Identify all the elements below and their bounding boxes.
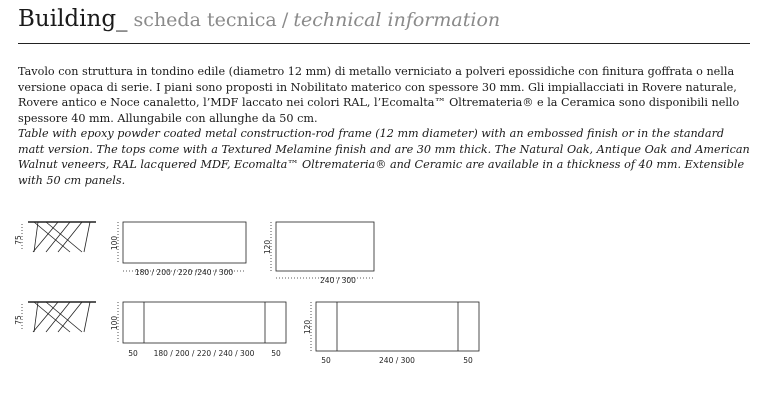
rect-length-label: 180 / 200 / 220 /240 / 300 xyxy=(134,268,234,277)
top-view-rect-extended xyxy=(123,302,286,343)
height-label-1: 75 xyxy=(14,235,23,245)
side-view-frame-1 xyxy=(22,222,96,252)
top-view-square-fixed xyxy=(276,222,374,271)
side-view-frame-2 xyxy=(22,302,96,332)
height-label-2: 75 xyxy=(14,315,23,325)
rect-ext-depth-label: 100 xyxy=(110,315,119,331)
square-ext-left-label: 50 xyxy=(321,356,331,365)
square-depth-label: 120 xyxy=(263,239,272,255)
square-length-label: 240 / 300 xyxy=(320,276,356,285)
square-ext-length-label: 240 / 300 xyxy=(379,356,415,365)
rect-ext-right-label: 50 xyxy=(271,349,281,358)
rect-ext-left-label: 50 xyxy=(128,349,138,358)
subtitle-english: technical information xyxy=(293,9,501,31)
square-ext-depth-label: 120 xyxy=(303,319,312,335)
subtitle-separator: / xyxy=(281,9,289,31)
square-ext-right-label: 50 xyxy=(463,356,473,365)
description-italian: Tavolo con struttura in tondino edile (diametro 12 mm) di metallo verniciato a polveri epossidiche con finitura goffrata o nella versione opaca di serie. I piani sono proposti in Nobilitato materico con spessore 30 mm. Gli impiallacciati in Rovere naturale, Rovere antico e Noce canaletto, l’MDF laccato nei colori RAL, l’Ecomalta™ Oltremateria® e la Ceramica sono disponibili nello spessore 40 mm. Allungabile con allunghe da 50 cm. xyxy=(18,65,740,125)
top-view-rect-fixed xyxy=(123,222,246,263)
brand-name: Building_ xyxy=(18,6,128,32)
rect-ext-length-label: 180 / 200 / 220 / 240 / 300 xyxy=(153,349,255,358)
top-view-square-extended xyxy=(316,302,479,351)
subtitle-italian: scheda tecnica xyxy=(133,9,277,31)
description-english: Table with epoxy powder coated metal construction-rod frame (12 mm diameter) with an embossed finish or in the standard matt version. The tops come with a Textured Melamine finish and are 30 mm thick. The Natural Oak, Antique Oak and American Walnut veneers, RAL lacquered MDF, Ecomalta™ Oltremateria® and Ceramic are available in a thickness of 40 mm. Extensible with 50 cm panels. xyxy=(18,127,750,187)
rect-depth-label: 100 xyxy=(110,235,119,251)
